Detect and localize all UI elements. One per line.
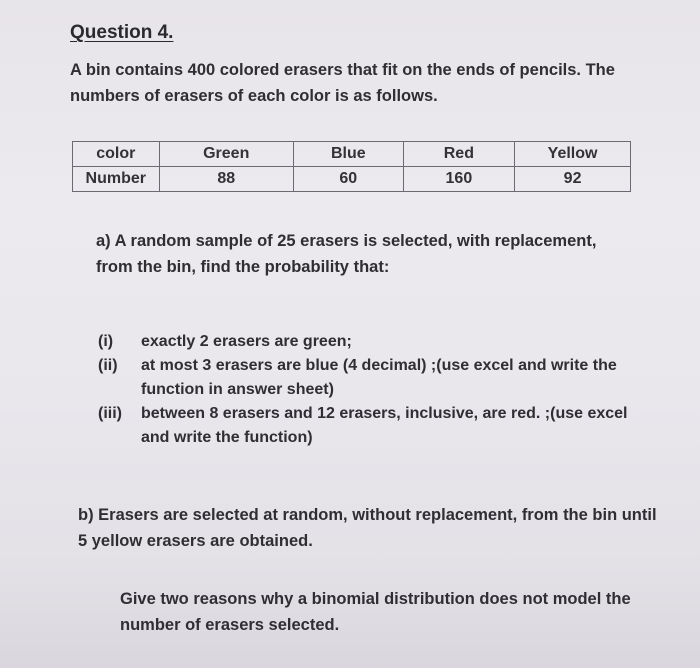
part-a-items	[98, 330, 638, 450]
table-cell-yellow: Yellow	[515, 142, 631, 167]
part-b-prompt: b) Erasers are selected at random, without replacement, from the bin until 5 yellow erasers are obtained.	[78, 506, 657, 550]
table-cell-green-count: 88	[159, 167, 293, 192]
table-cell-yellow-count: 92	[515, 167, 631, 192]
item-text: at most 3 erasers are blue (4 decimal) ;(use excel and write the function in answer sheet)	[141, 357, 617, 398]
item-number: (iii)	[98, 405, 122, 422]
item-number: (ii)	[98, 357, 118, 374]
item-text: between 8 erasers and 12 erasers, inclusive, are red. ;(use excel and write the function)	[141, 405, 628, 446]
part-b-question: Give two reasons why a binomial distribution does not model the number of erasers selected.	[120, 590, 631, 634]
part-a-prompt: a) A random sample of 25 erasers is selected, with replacement, from the bin, find the probability that:	[96, 232, 597, 276]
question-title: Question 4.	[70, 22, 174, 43]
table-cell-blue: Blue	[293, 142, 403, 167]
table-row-number	[73, 167, 631, 192]
question-intro: A bin contains 400 colored erasers that fit on the ends of pencils. The numbers of erasers of each color is as follows.	[70, 61, 615, 105]
table-cell-red-count: 160	[403, 167, 515, 192]
item-text: exactly 2 erasers are green;	[141, 333, 352, 350]
table-header-number: Number	[73, 167, 160, 192]
table-row-color	[73, 142, 631, 167]
list-item	[98, 330, 638, 354]
item-number: (i)	[98, 333, 114, 350]
table-cell-blue-count: 60	[293, 167, 403, 192]
table-header-color: color	[73, 142, 160, 167]
table-cell-red: Red	[403, 142, 515, 167]
list-item	[98, 354, 638, 402]
table-cell-green: Green	[159, 142, 293, 167]
eraser-color-table	[72, 141, 631, 192]
list-item	[98, 402, 638, 450]
